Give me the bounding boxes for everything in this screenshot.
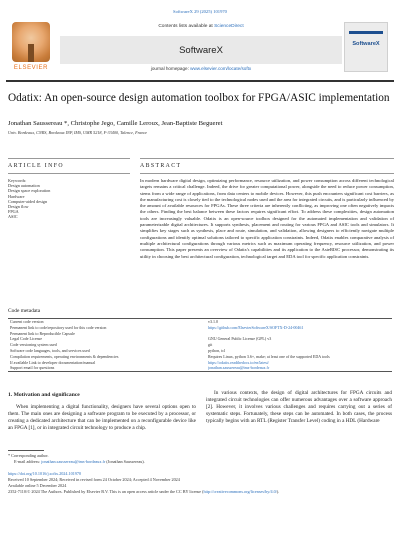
abstract-text: In modern hardware digital design, optimizing performance, resource utilization, and power consumption across different technological targets remains a critical challenge. Indeed, the drive for greater computational power, alongside the need to reduce power consumption, stems from a wide range of applications, from data centers to mobile devices. However, this push encounters significant cost barriers, as the manufacturing cost is closely tied to the technological nodes used and the area for integrated circuits, and is particularly influenced by the amount of available resources for FPGAs. These three criteria are inherently conflicting, as improving one often negatively impacts the others. Finding the best balance between these factors requires significant effort. To address these complexities, design automation tools are increasingly valuable. Odatix is an open-source toolbox designed for the automated implementation and validation of parameterizable digital architectures. It supports synthesis, placement and routing for various FPGA and ASIC tools and simulators. It simplifies key stages such as synthesis, place and route, simulation, and validation, allowing designers to efficiently navigate multiple configurations and identify optimal solutions tailored to specific application constraints. Indeed, Odatix enables comparative analysis of multiple architectural configurations through various metrics such as maximum operating frequency, resource utilization, and power consumption. This paper presents an overview of Odatix's capabilities and its application to the AsteRISC processor, demonstrating its utility in choosing the best architectural configuration, technological target and EDA tool for specific application constraints. [140,178,394,259]
masthead-center [60,18,342,76]
metadata-key: Support email for questions [10,365,55,371]
doi-link[interactable]: https://doi.org/10.1016/j.softx.2024.101970 [8,471,82,476]
metadata-value: GNU General Public License (GPL) v3 [208,336,272,342]
code-metadata-label: Code metadata [8,308,41,314]
footnote-rule [8,450,44,451]
email-suffix: (Jonathan Saussereau). [105,459,145,464]
abstract-rule-bottom [140,173,394,174]
corresponding-author-note: * Corresponding author. [8,453,49,458]
documentation-link[interactable]: https://odatix.readthedocs.io/en/latest/ [208,359,269,365]
code-metadata-table [8,318,392,372]
cover-bar [349,31,383,34]
keyword-item: Hardware [8,193,25,199]
metadata-key: Permanent link to Reproducible Capsule [10,330,75,336]
email-prefix: E-mail address: [14,459,42,464]
homepage-line [60,66,342,71]
metadata-key: Current code version [10,319,44,324]
metadata-key: If available Link to developer documentation/manual [10,359,96,365]
license-prefix: 2352-7110/© 2024 The Authors. Published by Elsevier B.V. This is an open access article under the CC BY license ( [8,489,204,494]
masthead [6,18,394,76]
keyword-item: Design space exploration [8,188,51,194]
article-info-rule-top [8,158,130,159]
abstract-rule-top [140,158,394,159]
received-line: Received 10 September 2024; Received in revised form 24 October 2024; Accepted 4 November 2024 [8,477,180,482]
keyword-item: Design flow [8,204,29,210]
keyword-item: FPGA [8,209,19,215]
section-heading-motivation: 1. Motivation and significance [8,392,80,398]
journal-band [60,36,342,64]
affiliation: Univ. Bordeaux, CNRS, Bordeaux INP, IMS, UMR 5218, F-33400, Talence, France [8,130,148,135]
cover-title: SoftwareX [352,41,380,47]
article-info-rule-bottom [8,173,130,174]
metadata-key: Compilation requirements, operating environments & dependencies [10,353,119,359]
author-email-link[interactable]: jonathan.saussereau@ims-bordeaux.fr [41,459,106,464]
homepage-link[interactable]: www.elsevier.com/locate/softx [190,66,252,71]
email-line [14,459,398,464]
metadata-value: Requires Linux, python 3.6+, make; at least one of the supported EDA tools [208,353,330,359]
abstract-label: ABSTRACT [140,163,182,169]
keywords-heading: Keywords: [8,178,27,183]
available-line: Available online 5 December 2024 [8,483,67,488]
journal-title: SoftwareX [179,44,223,56]
metadata-key: Legal Code License [10,336,42,342]
keyword-item: Design automation [8,183,40,189]
metadata-key: Permanent link to code/repository used for this code version [10,324,107,330]
masthead-rule [6,80,394,82]
paper-title: Odatix: An open-source design automation toolbox for FPGA/ASIC implementation [8,92,390,104]
keyword-item: ASIC [8,214,18,220]
keyword-item: Computer-aided design [8,198,48,204]
intro-right-paragraph: In various contexts, the design of digital architectures for FPGA circuits and integrated circuit technologies can offer numerous advantages over a software approach [2]. However, it involves various challenges and requires carrying out a series of systematic steps. Fortunately, these steps can be automated. In both cases, the process typically begins with an RTL (Register Transfer Level) coding in a HDL (Hardware [206,390,392,425]
metadata-value: python, tcl [208,347,226,353]
license-suffix: ). [276,489,280,494]
intro-left-paragraph: When implementing a digital functionality, designers have several options open to them. The main ones are designing a software program to be executed by a processor, or creating a dedicated architecture that can be implemented on a reconfigurable device like an FPGA [1], or in integrated circuit technology to produce a chip. [8,404,196,432]
article-info-label: ARTICLE INFO [8,163,64,169]
sciencedirect-link[interactable]: ScienceDirect [214,24,244,29]
table-row [8,365,392,371]
journal-reference[interactable]: SoftwareX 29 (2025) 101970 [173,9,227,14]
license-line [8,489,392,494]
license-link[interactable]: http://creativecommons.org/licenses/by/4.0/ [203,489,277,494]
contents-prefix: Contents lists available at [158,24,215,29]
journal-cover-thumbnail[interactable] [344,22,388,72]
homepage-prefix: journal homepage: [150,66,191,71]
metadata-key: Software code languages, tools, and services used [10,347,90,353]
keywords-list [8,178,128,220]
authors: Jonathan Saussereau *, Christophe Jego, Camille Leroux, Jean-Baptiste Begueret [8,120,223,127]
repository-link[interactable]: https://github.com/ElsevierSoftwareX/SOFTX-D-24-00461 [208,324,304,330]
tree-trunk [28,44,34,62]
doi-line [8,471,392,476]
elsevier-logo-text: ELSEVIER [13,65,49,71]
metadata-key: Code versioning system used [10,342,57,348]
metadata-value: git [208,342,213,348]
contents-line [60,24,342,34]
support-email-link[interactable]: jonathan.saussereau@ims-bordeaux.fr [208,365,270,371]
metadata-value: v3.1.0 [208,319,218,324]
elsevier-logo[interactable] [6,22,56,72]
